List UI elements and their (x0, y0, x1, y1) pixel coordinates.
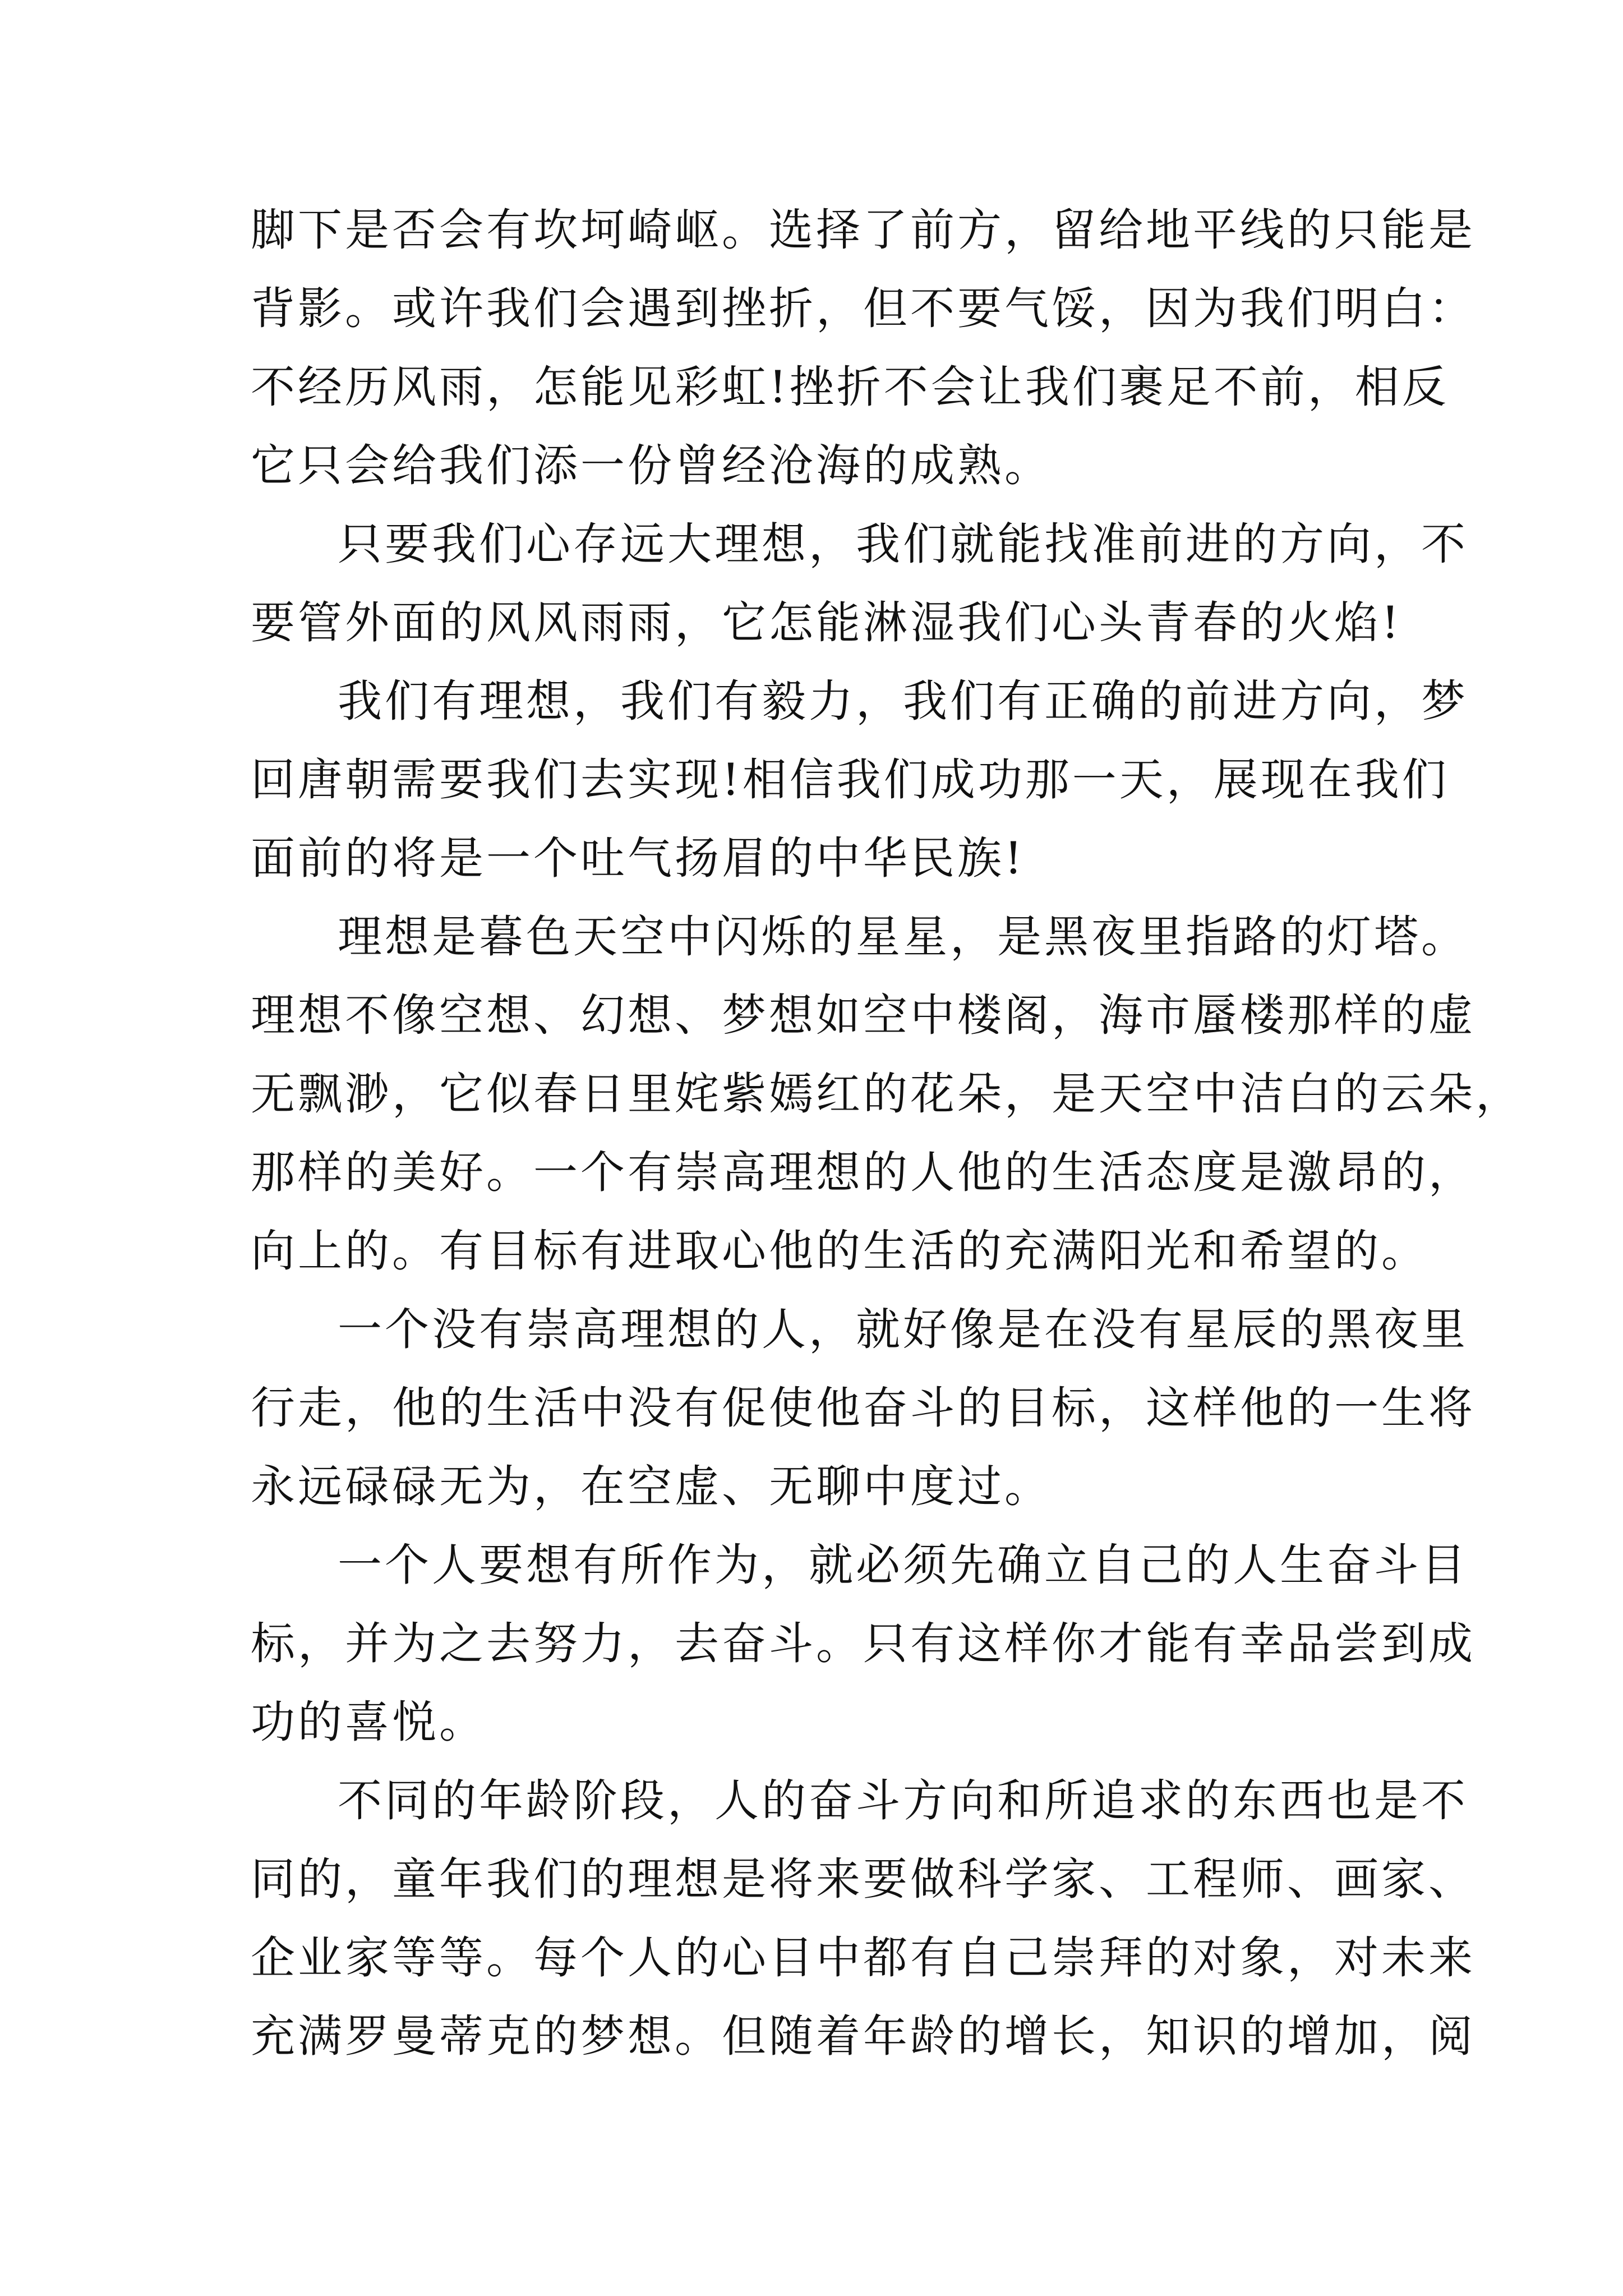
text-line: 面前的将是一个吐气扬眉的中华民族! (251, 832, 1025, 884)
paragraph-first-line: 一个人要想有所作为，就必须先确立自己的人生奋斗目 (338, 1539, 1468, 1591)
text-line: 行走，他的生活中没有促使他奋斗的目标，这样他的一生将 (251, 1382, 1476, 1434)
text-line: 无飘渺，它似春日里姹紫嫣红的花朵，是天空中洁白的云朵， (251, 1068, 1523, 1120)
text-line: 功的喜悦。 (251, 1696, 486, 1748)
text-line: 向上的。有目标有进取心他的生活的充满阳光和希望的。 (251, 1225, 1428, 1277)
paragraph-first-line: 不同的年龄阶段，人的奋斗方向和所追求的东西也是不 (338, 1775, 1468, 1826)
paragraph-first-line: 理想是暮色天空中闪烁的星星，是黑夜里指路的灯塔。 (338, 911, 1468, 963)
paragraph-first-line: 一个没有崇高理想的人，就好像是在没有星辰的黑夜里 (338, 1304, 1468, 1355)
text-line: 不经历风雨，怎能见彩虹!挫折不会让我们裹足不前，相反 (251, 361, 1449, 413)
text-line: 它只会给我们添一份曾经沧海的成熟。 (251, 440, 1052, 491)
text-line: 要管外面的风风雨雨，它怎能淋湿我们心头青春的火焰! (251, 597, 1402, 648)
text-line: 背影。或许我们会遇到挫折，但不要气馁，因为我们明白： (251, 283, 1476, 334)
text-line: 理想不像空想、幻想、梦想如空中楼阁，海市蜃楼那样的虚 (251, 990, 1476, 1041)
text-line: 回唐朝需要我们去实现!相信我们成功那一天，展现在我们 (251, 754, 1449, 806)
paragraph-first-line: 只要我们心存远大理想，我们就能找准前进的方向，不 (338, 518, 1468, 570)
text-line: 脚下是否会有坎坷崎岖。选择了前方，留给地平线的只能是 (251, 204, 1476, 256)
text-line: 企业家等等。每个人的心目中都有自己崇拜的对象，对未来 (251, 1932, 1476, 1984)
text-line: 那样的美好。一个有崇高理想的人他的生活态度是激昂的， (251, 1147, 1476, 1198)
text-line: 同的，童年我们的理想是将来要做科学家、工程师、画家、 (251, 1853, 1476, 1905)
paragraph-first-line: 我们有理想，我们有毅力，我们有正确的前进方向，梦 (338, 675, 1468, 727)
text-line: 充满罗曼蒂克的梦想。但随着年龄的增长，知识的增加，阅 (251, 2010, 1476, 2062)
text-line: 永远碌碌无为，在空虚、无聊中度过。 (251, 1461, 1052, 1512)
text-line: 标，并为之去努力，去奋斗。只有这样你才能有幸品尝到成 (251, 1618, 1476, 1669)
